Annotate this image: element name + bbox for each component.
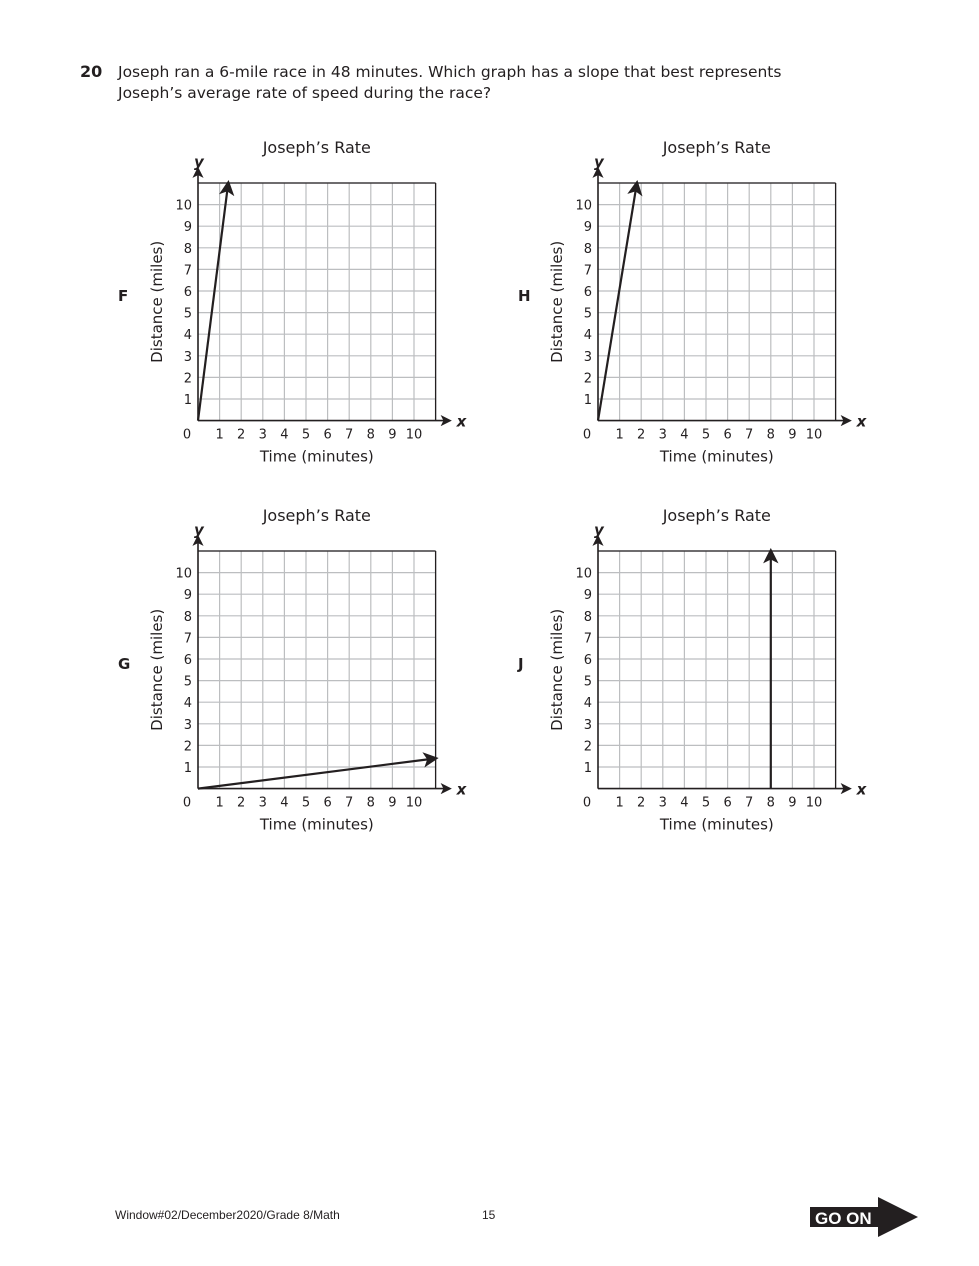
x-tick-label: 1 <box>615 795 624 811</box>
x-tick-label: 6 <box>323 427 332 443</box>
answer-choice-j[interactable] <box>510 498 970 858</box>
y-tick-label: 5 <box>183 306 192 322</box>
x-tick-label: 5 <box>301 795 311 811</box>
go-on-label: GO ON <box>815 1209 872 1228</box>
x-tick-label: 4 <box>280 795 289 811</box>
y-tick-label: 8 <box>183 241 192 257</box>
page-number: 15 <box>482 1208 496 1222</box>
choice-letter: H <box>518 287 531 305</box>
x-axis-letter: x <box>856 412 867 431</box>
y-axis-letter: y <box>594 153 604 171</box>
y-tick-label: 2 <box>583 739 592 755</box>
choice-letter: F <box>118 287 129 305</box>
x-tick-label: 7 <box>345 795 354 811</box>
y-axis-title: Distance (miles) <box>548 240 566 363</box>
y-tick-label: 3 <box>183 717 192 733</box>
graph-title: Joseph’s Rate <box>262 138 371 157</box>
y-tick-label: 3 <box>583 349 592 365</box>
x-tick-label: 10 <box>405 795 423 811</box>
y-tick-label: 5 <box>583 306 592 322</box>
question-number: 20 <box>80 62 103 81</box>
x-tick-label: 8 <box>366 795 375 811</box>
y-tick-label: 5 <box>583 674 592 690</box>
x-tick-label: 6 <box>323 795 332 811</box>
x-tick-label: 8 <box>766 795 775 811</box>
origin-label: 0 <box>582 427 592 443</box>
y-tick-label: 1 <box>183 761 192 776</box>
data-line <box>198 183 228 421</box>
y-tick-label: 8 <box>583 609 592 625</box>
x-tick-label: 9 <box>788 427 797 443</box>
x-tick-label: 8 <box>766 427 775 443</box>
y-axis-letter: y <box>194 153 204 171</box>
form-id: Window#02/December2020/Grade 8/Math <box>115 1208 340 1222</box>
y-tick-label: 6 <box>183 285 192 300</box>
y-tick-label: 10 <box>575 566 592 582</box>
x-axis-title: Time (minutes) <box>659 447 774 466</box>
y-tick-label: 9 <box>583 588 592 604</box>
x-tick-label: 3 <box>258 427 267 443</box>
x-tick-label: 10 <box>405 427 423 443</box>
y-tick-label: 9 <box>583 220 592 236</box>
y-tick-label: 4 <box>183 696 192 712</box>
y-tick-label: 7 <box>183 263 192 279</box>
x-tick-label: 5 <box>701 795 711 811</box>
x-tick-label: 7 <box>345 427 354 443</box>
y-tick-label: 10 <box>575 198 592 214</box>
x-tick-label: 10 <box>805 795 823 811</box>
y-tick-label: 7 <box>583 263 592 279</box>
y-tick-label: 8 <box>583 241 592 257</box>
y-axis-title: Distance (miles) <box>548 608 566 731</box>
origin-label: 0 <box>182 795 192 811</box>
y-tick-label: 7 <box>583 631 592 647</box>
y-tick-label: 5 <box>183 674 192 690</box>
x-tick-label: 9 <box>388 427 397 443</box>
y-tick-label: 2 <box>583 371 592 387</box>
y-axis-title: Distance (miles) <box>148 608 166 731</box>
origin-label: 0 <box>582 795 592 811</box>
answer-choice-h[interactable] <box>510 130 970 490</box>
y-axis-letter: y <box>594 521 604 539</box>
graph-title: Joseph’s Rate <box>662 506 771 525</box>
x-tick-label: 7 <box>745 795 754 811</box>
y-tick-label: 2 <box>183 371 192 387</box>
x-tick-label: 4 <box>680 795 689 811</box>
x-axis-title: Time (minutes) <box>259 447 374 466</box>
y-tick-label: 4 <box>583 696 592 712</box>
y-tick-label: 10 <box>175 198 192 214</box>
y-tick-label: 7 <box>183 631 192 647</box>
x-tick-label: 3 <box>658 795 667 811</box>
x-axis-title: Time (minutes) <box>259 815 374 834</box>
graph-title: Joseph’s Rate <box>262 506 371 525</box>
x-axis-letter: x <box>456 412 467 431</box>
graph-j <box>510 498 970 858</box>
y-tick-label: 1 <box>583 761 592 776</box>
y-tick-label: 1 <box>583 393 592 408</box>
x-tick-label: 7 <box>745 427 754 443</box>
y-tick-label: 3 <box>583 717 592 733</box>
graph-title: Joseph’s Rate <box>662 138 771 157</box>
x-tick-label: 4 <box>280 427 289 443</box>
answer-choice-f[interactable] <box>110 130 570 490</box>
y-tick-label: 3 <box>183 349 192 365</box>
choice-letter: J <box>518 655 524 673</box>
question-text: Joseph ran a 6-mile race in 48 minutes. Which graph has a slope that best represents Joseph’s average rate of speed during the race? <box>118 63 782 102</box>
x-tick-label: 9 <box>388 795 397 811</box>
x-tick-label: 5 <box>301 427 311 443</box>
y-axis-letter: y <box>194 521 204 539</box>
y-tick-label: 8 <box>183 609 192 625</box>
y-tick-label: 6 <box>583 285 592 300</box>
x-tick-label: 6 <box>723 795 732 811</box>
x-tick-label: 1 <box>615 427 624 443</box>
x-tick-label: 10 <box>805 427 823 443</box>
origin-label: 0 <box>182 427 192 443</box>
x-tick-label: 5 <box>701 427 711 443</box>
x-tick-label: 4 <box>680 427 689 443</box>
x-tick-label: 2 <box>237 795 246 811</box>
y-tick-label: 1 <box>183 393 192 408</box>
x-tick-label: 8 <box>366 427 375 443</box>
x-tick-label: 2 <box>237 427 246 443</box>
x-tick-label: 3 <box>658 427 667 443</box>
x-tick-label: 2 <box>637 795 646 811</box>
y-tick-label: 2 <box>183 739 192 755</box>
x-tick-label: 3 <box>258 795 267 811</box>
y-tick-label: 9 <box>183 588 192 604</box>
y-tick-label: 9 <box>183 220 192 236</box>
y-tick-label: 4 <box>183 328 192 344</box>
data-line <box>598 183 637 421</box>
y-axis-title: Distance (miles) <box>148 240 166 363</box>
x-tick-label: 6 <box>723 427 732 443</box>
x-tick-label: 1 <box>215 795 224 811</box>
x-tick-label: 2 <box>637 427 646 443</box>
x-axis-letter: x <box>456 780 467 799</box>
choice-letter: G <box>118 655 131 673</box>
y-tick-label: 6 <box>183 653 192 668</box>
go-on-arrow <box>810 1197 920 1237</box>
graph-h <box>510 130 970 490</box>
x-axis-title: Time (minutes) <box>659 815 774 834</box>
answer-choice-g[interactable] <box>110 498 570 858</box>
x-tick-label: 9 <box>788 795 797 811</box>
data-line <box>198 758 436 788</box>
x-axis-letter: x <box>856 780 867 799</box>
x-tick-label: 1 <box>215 427 224 443</box>
y-tick-label: 6 <box>583 653 592 668</box>
y-tick-label: 10 <box>175 566 192 582</box>
y-tick-label: 4 <box>583 328 592 344</box>
graph-f <box>110 130 570 490</box>
graph-g <box>110 498 570 858</box>
